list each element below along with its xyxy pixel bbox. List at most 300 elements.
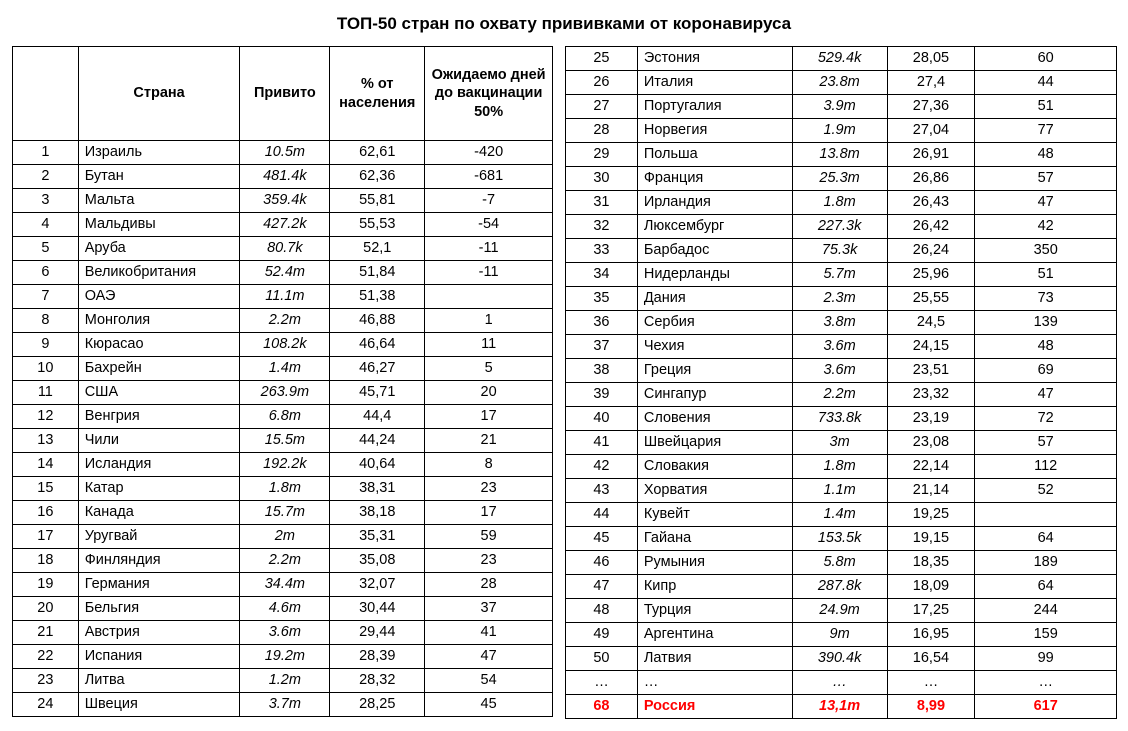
table-row-rank: 29 [566, 143, 638, 167]
table-row-rank: 18 [13, 549, 79, 573]
table-row-country: Словакия [637, 455, 792, 479]
table-row-country: ОАЭ [78, 285, 240, 309]
table-row-vaccinated: 1.8m [792, 191, 887, 215]
table-row-rank: 39 [566, 383, 638, 407]
table-row-percent: 28,39 [330, 645, 425, 669]
table-row-rank: 43 [566, 479, 638, 503]
table-row-country: Исландия [78, 453, 240, 477]
table-row-rank: 6 [13, 261, 79, 285]
table-row-country: Польша [637, 143, 792, 167]
table-row-days: 244 [975, 599, 1117, 623]
russia-row-percent: 8,99 [887, 695, 975, 719]
table-row-rank: 33 [566, 239, 638, 263]
table-row-percent: 26,42 [887, 215, 975, 239]
table-row-days: 350 [975, 239, 1117, 263]
table-row-days: 159 [975, 623, 1117, 647]
table-row-days: 139 [975, 311, 1117, 335]
table-row-percent: 28,05 [887, 47, 975, 71]
table-row [13, 453, 553, 477]
table-row-vaccinated: 2.2m [792, 383, 887, 407]
table-row-days: 51 [975, 95, 1117, 119]
table-row [13, 405, 553, 429]
table-row-percent: 55,53 [330, 213, 425, 237]
table-row-country: Италия [637, 71, 792, 95]
table-row-days: -11 [425, 237, 553, 261]
header-percent: % от населения [330, 47, 425, 141]
table-row-rank: 27 [566, 95, 638, 119]
table-row-days: 47 [425, 645, 553, 669]
table-row-vaccinated: 481.4k [240, 165, 330, 189]
table-row-vaccinated: 227.3k [792, 215, 887, 239]
table-row [566, 263, 1117, 287]
table-row [566, 359, 1117, 383]
ellipsis-row [566, 671, 1117, 695]
table-row-country: Греция [637, 359, 792, 383]
table-row-days: 189 [975, 551, 1117, 575]
table-row-percent: 19,25 [887, 503, 975, 527]
left-table-header [13, 47, 553, 141]
table-row-days: 51 [975, 263, 1117, 287]
table-row-vaccinated: 25.3m [792, 167, 887, 191]
ellipsis-row-percent: … [887, 671, 975, 695]
table-row-country: Франция [637, 167, 792, 191]
table-row-country: Кувейт [637, 503, 792, 527]
table-row-rank: 4 [13, 213, 79, 237]
table-row [13, 597, 553, 621]
table-row-rank: 50 [566, 647, 638, 671]
table-row [566, 71, 1117, 95]
table-row [566, 623, 1117, 647]
table-row-country: Австрия [78, 621, 240, 645]
table-row-percent: 24,15 [887, 335, 975, 359]
table-row-rank: 14 [13, 453, 79, 477]
table-row-days: 72 [975, 407, 1117, 431]
table-row-vaccinated: 390.4k [792, 647, 887, 671]
table-row-percent: 30,44 [330, 597, 425, 621]
table-row-rank: 31 [566, 191, 638, 215]
table-row-percent: 25,55 [887, 287, 975, 311]
table-row-percent: 62,36 [330, 165, 425, 189]
table-row-days: 52 [975, 479, 1117, 503]
table-row-vaccinated: 11.1m [240, 285, 330, 309]
table-row-days: 8 [425, 453, 553, 477]
table-row-vaccinated: 6.8m [240, 405, 330, 429]
table-row-percent: 40,64 [330, 453, 425, 477]
table-row-rank: 46 [566, 551, 638, 575]
table-row-rank: 21 [13, 621, 79, 645]
table-row-vaccinated: 192.2k [240, 453, 330, 477]
table-row-percent: 45,71 [330, 381, 425, 405]
table-row-days: 11 [425, 333, 553, 357]
table-row-days: 23 [425, 477, 553, 501]
table-row [13, 261, 553, 285]
table-row-vaccinated: 1.2m [240, 669, 330, 693]
table-row-days: -420 [425, 141, 553, 165]
ellipsis-row-country: … [637, 671, 792, 695]
table-row-country: Израиль [78, 141, 240, 165]
russia-row-days: 617 [975, 695, 1117, 719]
table-row [566, 383, 1117, 407]
table-row [566, 335, 1117, 359]
table-row-percent: 26,43 [887, 191, 975, 215]
table-row-vaccinated: 3m [792, 431, 887, 455]
table-row-rank: 23 [13, 669, 79, 693]
table-row-vaccinated: 2.2m [240, 309, 330, 333]
table-row-days: 44 [975, 71, 1117, 95]
table-row-rank: 47 [566, 575, 638, 599]
table-row-country: Словения [637, 407, 792, 431]
table-row-days: 64 [975, 527, 1117, 551]
table-row-vaccinated: 10.5m [240, 141, 330, 165]
table-row-rank: 9 [13, 333, 79, 357]
table-row-vaccinated: 24.9m [792, 599, 887, 623]
table-row-percent: 17,25 [887, 599, 975, 623]
table-row-days: 64 [975, 575, 1117, 599]
russia-row-vaccinated: 13,1m [792, 695, 887, 719]
table-row-days: 48 [975, 335, 1117, 359]
table-row-vaccinated: 4.6m [240, 597, 330, 621]
table-row-vaccinated: 1.4m [792, 503, 887, 527]
table-row-percent: 52,1 [330, 237, 425, 261]
table-row [566, 599, 1117, 623]
table-row-country: Чили [78, 429, 240, 453]
table-row-percent: 19,15 [887, 527, 975, 551]
table-row-rank: 10 [13, 357, 79, 381]
table-row-rank: 42 [566, 455, 638, 479]
table-row-days: -11 [425, 261, 553, 285]
table-row-country: Барбадос [637, 239, 792, 263]
table-row-vaccinated: 34.4m [240, 573, 330, 597]
table-row-rank: 44 [566, 503, 638, 527]
table-row-days [425, 285, 553, 309]
table-row-vaccinated: 1.8m [792, 455, 887, 479]
table-row [566, 431, 1117, 455]
table-row-rank: 13 [13, 429, 79, 453]
table-row-days: 42 [975, 215, 1117, 239]
table-row [13, 165, 553, 189]
table-row-country: Португалия [637, 95, 792, 119]
table-row [566, 647, 1117, 671]
table-row [566, 551, 1117, 575]
table-row-rank: 35 [566, 287, 638, 311]
table-row-days: 21 [425, 429, 553, 453]
table-row-country: Аруба [78, 237, 240, 261]
table-row [566, 527, 1117, 551]
table-row-days: 17 [425, 405, 553, 429]
table-row-vaccinated: 287.8k [792, 575, 887, 599]
table-row [566, 143, 1117, 167]
table-row-days: 48 [975, 143, 1117, 167]
table-row-rank: 3 [13, 189, 79, 213]
table-row [13, 357, 553, 381]
table-row-percent: 26,24 [887, 239, 975, 263]
table-row [13, 237, 553, 261]
table-row-vaccinated: 9m [792, 623, 887, 647]
table-row-percent: 21,14 [887, 479, 975, 503]
table-row [13, 333, 553, 357]
ellipsis-row-days: … [975, 671, 1117, 695]
table-row-vaccinated: 3.8m [792, 311, 887, 335]
right-table-body [566, 47, 1117, 719]
table-row-rank: 32 [566, 215, 638, 239]
table-row [13, 621, 553, 645]
table-row-country: Катар [78, 477, 240, 501]
table-row-country: Латвия [637, 647, 792, 671]
table-row-vaccinated: 5.7m [792, 263, 887, 287]
table-row-days: 47 [975, 383, 1117, 407]
table-row-days: 41 [425, 621, 553, 645]
table-row-vaccinated: 15.5m [240, 429, 330, 453]
table-row-days: 59 [425, 525, 553, 549]
table-row-vaccinated: 427.2k [240, 213, 330, 237]
table-row-percent: 24,5 [887, 311, 975, 335]
table-row-country: Мальта [78, 189, 240, 213]
table-row-days: 28 [425, 573, 553, 597]
table-row-percent: 26,86 [887, 167, 975, 191]
table-row-country: Аргентина [637, 623, 792, 647]
table-row-country: Швейцария [637, 431, 792, 455]
table-row-vaccinated: 75.3k [792, 239, 887, 263]
table-row-days: 45 [425, 693, 553, 717]
table-row-days: 57 [975, 431, 1117, 455]
table-row-percent: 25,96 [887, 263, 975, 287]
table-row-percent: 51,38 [330, 285, 425, 309]
table-row [13, 189, 553, 213]
table-row-percent: 44,4 [330, 405, 425, 429]
table-row-country: Уругвай [78, 525, 240, 549]
table-row [566, 215, 1117, 239]
table-row-percent: 35,31 [330, 525, 425, 549]
table-row-vaccinated: 2.2m [240, 549, 330, 573]
table-row [13, 573, 553, 597]
table-row-country: Сербия [637, 311, 792, 335]
table-row-country: Кюрасао [78, 333, 240, 357]
table-row-vaccinated: 529.4k [792, 47, 887, 71]
header-row [13, 47, 553, 141]
table-row-days: 73 [975, 287, 1117, 311]
header-vaccinated: Привито [240, 47, 330, 141]
table-row-percent: 38,18 [330, 501, 425, 525]
table-row-country: Сингапур [637, 383, 792, 407]
table-row-days: 23 [425, 549, 553, 573]
table-row-rank: 16 [13, 501, 79, 525]
table-row-percent: 62,61 [330, 141, 425, 165]
table-row-country: Турция [637, 599, 792, 623]
table-row-rank: 7 [13, 285, 79, 309]
table-row-percent: 27,36 [887, 95, 975, 119]
table-row [13, 477, 553, 501]
table-row-percent: 22,14 [887, 455, 975, 479]
table-row-vaccinated: 5.8m [792, 551, 887, 575]
table-row-rank: 12 [13, 405, 79, 429]
ellipsis-row-rank: … [566, 671, 638, 695]
russia-row [566, 695, 1117, 719]
table-row-rank: 8 [13, 309, 79, 333]
table-row-vaccinated: 1.1m [792, 479, 887, 503]
table-row-days: 69 [975, 359, 1117, 383]
table-row-percent: 55,81 [330, 189, 425, 213]
table-row [13, 285, 553, 309]
table-row-country: Дания [637, 287, 792, 311]
table-row-country: Румыния [637, 551, 792, 575]
table-row-days: -54 [425, 213, 553, 237]
table-row-rank: 38 [566, 359, 638, 383]
table-row-country: Канада [78, 501, 240, 525]
table-row-percent: 29,44 [330, 621, 425, 645]
table-row-days: 1 [425, 309, 553, 333]
table-row [13, 213, 553, 237]
header-country: Страна [78, 47, 240, 141]
table-row-country: Чехия [637, 335, 792, 359]
table-row [566, 407, 1117, 431]
table-row-country: Мальдивы [78, 213, 240, 237]
table-row-country: Нидерланды [637, 263, 792, 287]
table-row [566, 575, 1117, 599]
table-row [566, 503, 1117, 527]
table-row-country: Германия [78, 573, 240, 597]
ellipsis-row-vaccinated: … [792, 671, 887, 695]
table-row-days: 20 [425, 381, 553, 405]
table-row-rank: 28 [566, 119, 638, 143]
table-row-country: Эстония [637, 47, 792, 71]
table-row-vaccinated: 153.5k [792, 527, 887, 551]
table-row-rank: 15 [13, 477, 79, 501]
russia-row-country: Россия [637, 695, 792, 719]
table-row-rank: 11 [13, 381, 79, 405]
table-row-days [975, 503, 1117, 527]
table-row-days: 47 [975, 191, 1117, 215]
table-row [566, 47, 1117, 71]
table-row-vaccinated: 13.8m [792, 143, 887, 167]
table-row-rank: 22 [13, 645, 79, 669]
table-row-country: Великобритания [78, 261, 240, 285]
table-row-country: Кипр [637, 575, 792, 599]
table-row-country: Швеция [78, 693, 240, 717]
table-row-vaccinated: 23.8m [792, 71, 887, 95]
table-row [566, 167, 1117, 191]
table-row-vaccinated: 359.4k [240, 189, 330, 213]
table-row-rank: 19 [13, 573, 79, 597]
page-title: ТОП-50 стран по охвату прививками от коронавируса [336, 14, 792, 33]
table-row [13, 693, 553, 717]
table-row [13, 549, 553, 573]
table-row-days: -7 [425, 189, 553, 213]
table-row-percent: 16,54 [887, 647, 975, 671]
table-row-rank: 1 [13, 141, 79, 165]
table-row-country: Норвегия [637, 119, 792, 143]
table-row-country: Испания [78, 645, 240, 669]
table-row-vaccinated: 733.8k [792, 407, 887, 431]
left-table-body [13, 141, 553, 717]
tables-container [0, 46, 1128, 719]
table-row-percent: 51,84 [330, 261, 425, 285]
table-row-rank: 48 [566, 599, 638, 623]
table-row [13, 309, 553, 333]
table-row-vaccinated: 3.6m [240, 621, 330, 645]
table-row-percent: 23,51 [887, 359, 975, 383]
table-row-vaccinated: 3.6m [792, 359, 887, 383]
table-row [566, 287, 1117, 311]
table-row [13, 141, 553, 165]
table-row-percent: 18,09 [887, 575, 975, 599]
table-row-days: 77 [975, 119, 1117, 143]
table-row-vaccinated: 1.8m [240, 477, 330, 501]
table-row-country: Бутан [78, 165, 240, 189]
table-row-rank: 24 [13, 693, 79, 717]
table-row-rank: 45 [566, 527, 638, 551]
table-row-percent: 28,25 [330, 693, 425, 717]
right-table [565, 46, 1117, 719]
table-row-days: 57 [975, 167, 1117, 191]
table-row-days: 37 [425, 597, 553, 621]
table-row-country: Люксембург [637, 215, 792, 239]
table-row-percent: 38,31 [330, 477, 425, 501]
table-row-vaccinated: 3.9m [792, 95, 887, 119]
table-row-rank: 5 [13, 237, 79, 261]
table-row [13, 429, 553, 453]
table-row-percent: 44,24 [330, 429, 425, 453]
table-row [13, 645, 553, 669]
table-row-rank: 30 [566, 167, 638, 191]
table-row-percent: 46,64 [330, 333, 425, 357]
table-row [566, 311, 1117, 335]
table-row-percent: 27,04 [887, 119, 975, 143]
table-row-country: Гайана [637, 527, 792, 551]
table-row-country: США [78, 381, 240, 405]
table-row [566, 455, 1117, 479]
table-row-vaccinated: 19.2m [240, 645, 330, 669]
table-row [566, 119, 1117, 143]
table-row-vaccinated: 1.9m [792, 119, 887, 143]
left-table [12, 46, 553, 717]
table-row-country: Литва [78, 669, 240, 693]
table-row-days: 5 [425, 357, 553, 381]
table-row-days: 54 [425, 669, 553, 693]
table-row-vaccinated: 108.2k [240, 333, 330, 357]
table-row-vaccinated: 80.7k [240, 237, 330, 261]
table-row-country: Ирландия [637, 191, 792, 215]
table-row-days: 17 [425, 501, 553, 525]
table-row-rank: 41 [566, 431, 638, 455]
table-row-vaccinated: 3.7m [240, 693, 330, 717]
table-row-percent: 32,07 [330, 573, 425, 597]
table-row-percent: 23,19 [887, 407, 975, 431]
table-row-percent: 23,32 [887, 383, 975, 407]
table-row-vaccinated: 52.4m [240, 261, 330, 285]
table-row-rank: 40 [566, 407, 638, 431]
table-row-rank: 36 [566, 311, 638, 335]
table-row-percent: 23,08 [887, 431, 975, 455]
table-row-vaccinated: 1.4m [240, 357, 330, 381]
table-row-rank: 37 [566, 335, 638, 359]
table-row-rank: 34 [566, 263, 638, 287]
table-row-percent: 46,88 [330, 309, 425, 333]
russia-row-rank: 68 [566, 695, 638, 719]
table-row [13, 381, 553, 405]
table-row-country: Бахрейн [78, 357, 240, 381]
table-row-country: Финляндия [78, 549, 240, 573]
table-row [566, 191, 1117, 215]
header-days: Ожидаемо дней до вакцинации 50% [425, 47, 553, 141]
table-row [566, 95, 1117, 119]
table-row-percent: 28,32 [330, 669, 425, 693]
table-row-rank: 49 [566, 623, 638, 647]
table-row [13, 525, 553, 549]
table-row-percent: 18,35 [887, 551, 975, 575]
table-row-days: 112 [975, 455, 1117, 479]
table-row-percent: 46,27 [330, 357, 425, 381]
table-row-country: Венгрия [78, 405, 240, 429]
